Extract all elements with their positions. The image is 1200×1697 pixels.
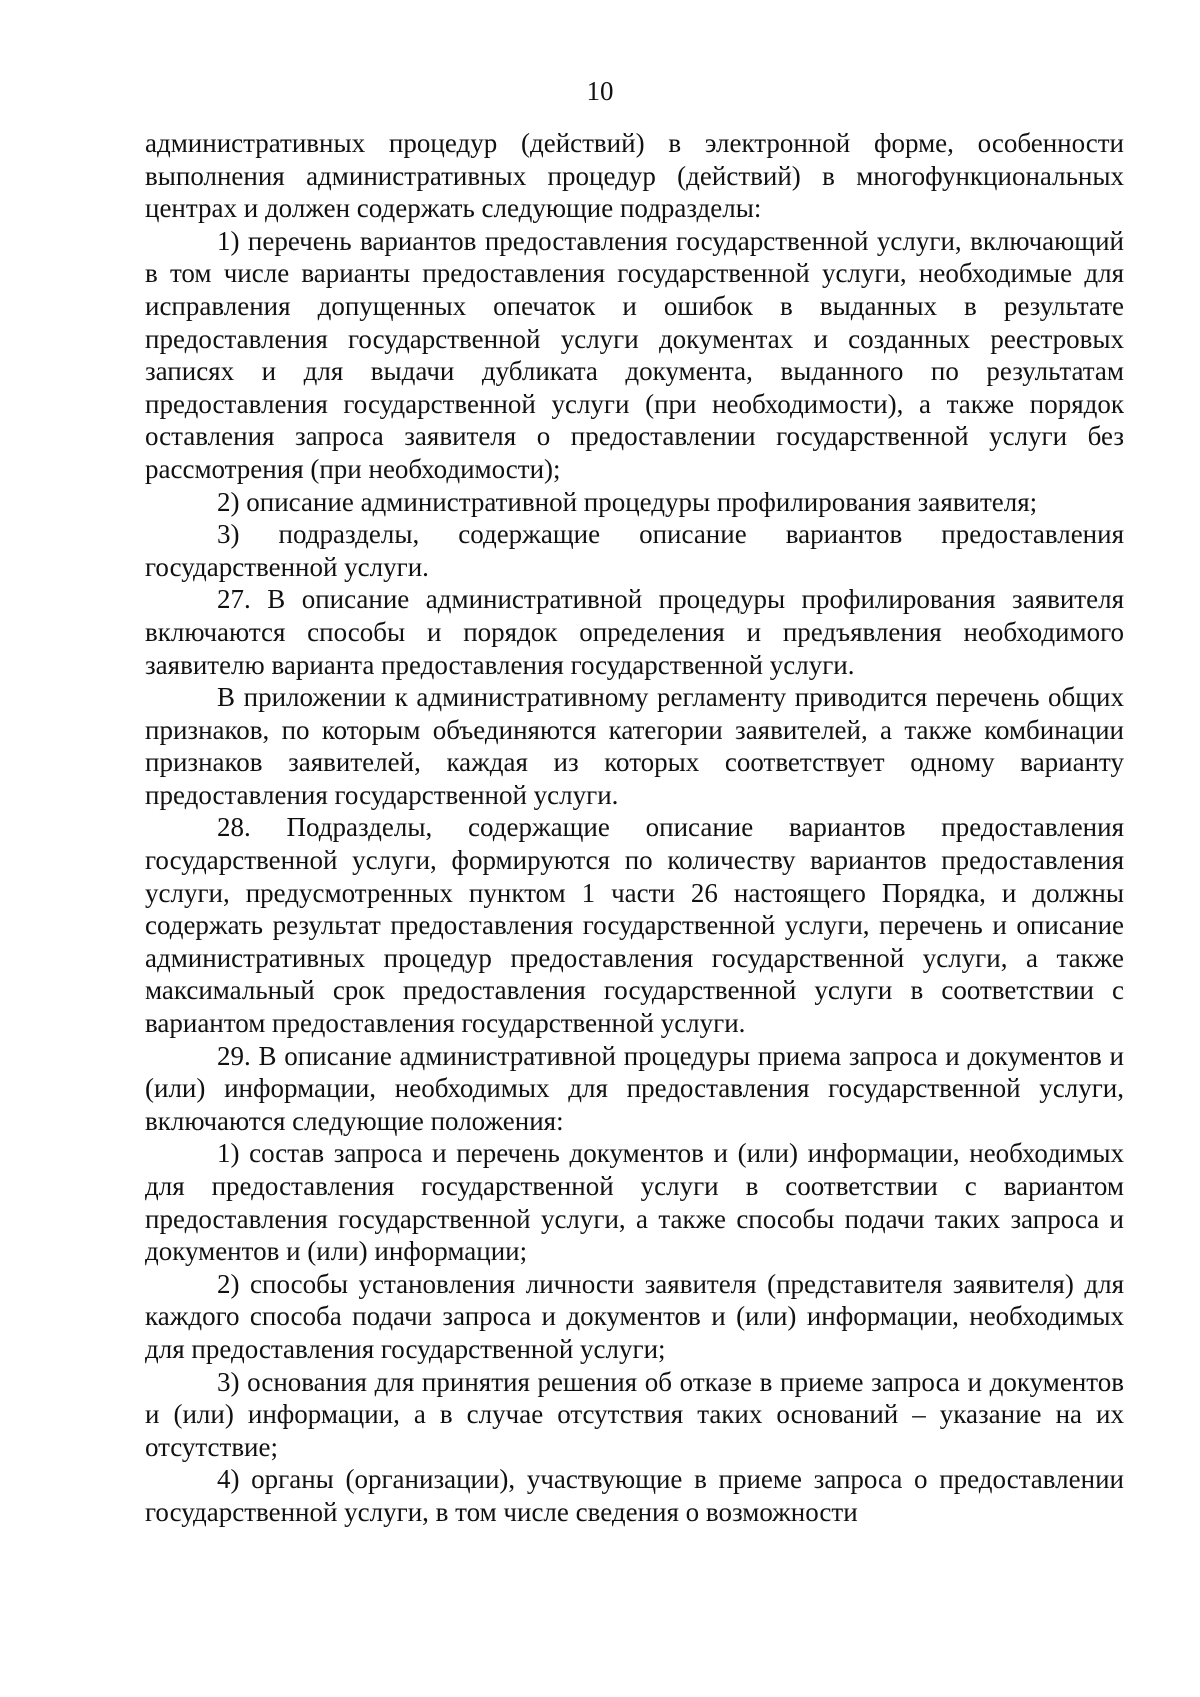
paragraph: 1) перечень вариантов предоставления государственной услуги, включающий в том числе варианты предоставления государственной услуги, необходимые для исправления допущенных опечаток и ошибок в выданных в результате предоставления государственной услуги документах и созданных реестровых записях и для выдачи дубликата документа, выданного по результатам предоставления государственной услуги (при необходимости), а также порядок оставления запроса заявителя о предоставлении государственной услуги без рассмотрения (при необходимости); [145,225,1124,484]
document-body [145,127,1124,1529]
paragraph: 4) органы (организации), участвующие в приеме запроса о предоставлении государственной услуги, в том числе сведения о возможности [145,1464,1124,1527]
paragraph: 2) способы установления личности заявителя (представителя заявителя) для каждого способа подачи запроса и документов и (или) информации, необходимых для предоставления государственной услуги; [145,1268,1124,1364]
page-number: 10 [586,76,614,106]
paragraph: 3) подразделы, содержащие описание вариантов предоставления государственной услуги. [145,519,1124,582]
paragraph: 27. В описание административной процедуры профилирования заявителя включаются способы и порядок определения и предъявления необходимого заявителю варианта предоставления государственной услуги. [145,584,1124,680]
paragraph: В приложении к административному регламенту приводится перечень общих признаков, по которым объединяются категории заявителей, а также комбинации признаков заявителей, каждая из которых соответствует одному варианту предоставления государственной услуги. [145,682,1124,810]
paragraph: 2) описание административной процедуры профилирования заявителя; [217,486,1038,517]
paragraph: 28. Подразделы, содержащие описание вариантов предоставления государственной услуги, формируются по количеству вариантов предоставления услуги, предусмотренных пунктом 1 части 26 настоящего Порядка, и должны содержать результат предоставления государственной услуги, перечень и описание административных процедур предоставления государственной услуги, а также максимальный срок предоставления государственной услуги в соответствии с вариантом предоставления государственной услуги. [145,812,1124,1039]
paragraph: 3) основания для принятия решения об отказе в приеме запроса и документов и (или) информации, а в случае отсутствия таких оснований – указание на их отсутствие; [145,1366,1124,1462]
paragraph: административных процедур (действий) в электронной форме, особенности выполнения административных процедур (действий) в многофункциональных центрах и должен содержать следующие подразделы: [145,128,1124,224]
paragraph: 29. В описание административной процедуры приема запроса и документов и (или) информации, необходимых для предоставления государственной услуги, включаются следующие положения: [145,1040,1124,1136]
paragraph: 1) состав запроса и перечень документов и (или) информации, необходимых для предоставления государственной услуги в соответствии с вариантом предоставления государственной услуги, а также способы подачи таких запроса и документов и (или) информации; [145,1138,1124,1267]
